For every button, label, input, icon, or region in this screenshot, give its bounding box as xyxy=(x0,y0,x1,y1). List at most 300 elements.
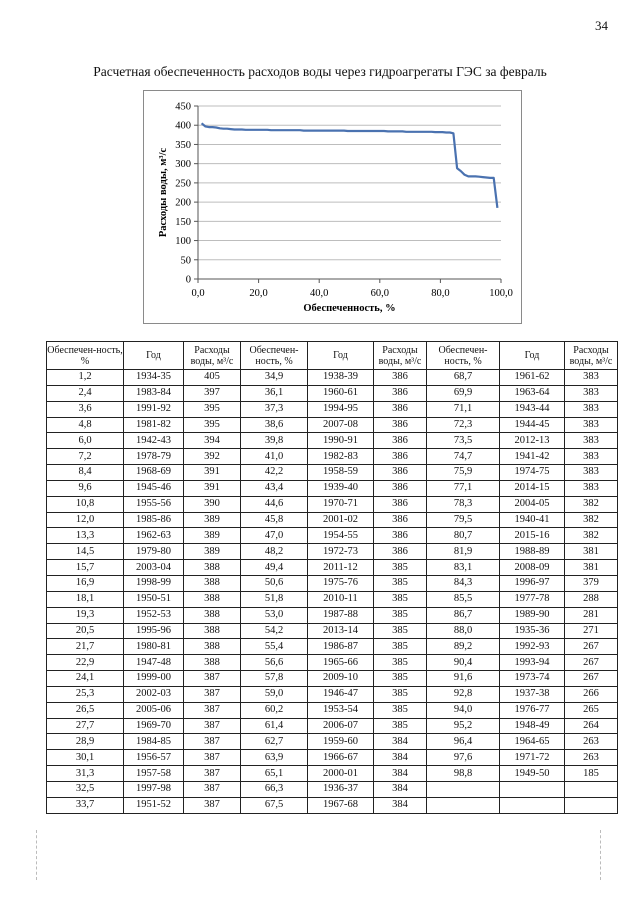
table-cell: 20,5 xyxy=(47,623,124,639)
table-cell: 2011-12 xyxy=(308,560,374,576)
table-cell: 1977-78 xyxy=(500,591,565,607)
table-cell: 1994-95 xyxy=(308,401,374,417)
table-cell: 91,6 xyxy=(427,671,500,687)
table-cell: 387 xyxy=(184,702,241,718)
table-cell: 185 xyxy=(565,766,618,782)
table-cell: 1938-39 xyxy=(308,370,374,386)
table-cell: 384 xyxy=(374,797,427,813)
table-cell: 2008-09 xyxy=(500,560,565,576)
table-cell: 387 xyxy=(184,734,241,750)
table-cell: 281 xyxy=(565,607,618,623)
table-row xyxy=(47,575,618,591)
y-tick-label: 400 xyxy=(175,120,191,132)
table-cell: 81,9 xyxy=(427,544,500,560)
table-row xyxy=(47,623,618,639)
table-cell: 94,0 xyxy=(427,702,500,718)
x-axis-label: Обеспеченность, % xyxy=(303,303,396,314)
table-cell: 53,0 xyxy=(241,607,308,623)
table-cell: 1946-47 xyxy=(308,686,374,702)
table-cell: 385 xyxy=(374,575,427,591)
table-cell: 385 xyxy=(374,671,427,687)
table-row xyxy=(47,528,618,544)
table-cell: 16,9 xyxy=(47,575,124,591)
table-row xyxy=(47,480,618,496)
table-cell: 6,0 xyxy=(47,433,124,449)
table-cell: 1959-60 xyxy=(308,734,374,750)
table-cell: 381 xyxy=(565,544,618,560)
table-cell: 383 xyxy=(565,385,618,401)
table-cell: 1969-70 xyxy=(124,718,184,734)
table-cell: 267 xyxy=(565,639,618,655)
series-line xyxy=(202,123,498,208)
data-table xyxy=(46,341,618,814)
table-header-row xyxy=(47,342,618,370)
table-cell: 2002-03 xyxy=(124,686,184,702)
table-cell: 1971-72 xyxy=(500,750,565,766)
table-cell: 1970-71 xyxy=(308,496,374,512)
y-axis-label: Расходы воды, м³/с xyxy=(158,147,169,238)
table-cell: 1944-45 xyxy=(500,417,565,433)
table-cell: 1999-00 xyxy=(124,671,184,687)
table-cell: 387 xyxy=(184,750,241,766)
table-cell: 68,7 xyxy=(427,370,500,386)
table-cell: 387 xyxy=(184,671,241,687)
table-cell: 1987-88 xyxy=(308,607,374,623)
table-cell: 84,3 xyxy=(427,575,500,591)
table-cell: 1935-36 xyxy=(500,623,565,639)
table-cell: 45,8 xyxy=(241,512,308,528)
table-cell: 13,3 xyxy=(47,528,124,544)
table-row xyxy=(47,401,618,417)
table-cell: 389 xyxy=(184,528,241,544)
table-cell: 394 xyxy=(184,433,241,449)
table-cell: 388 xyxy=(184,575,241,591)
table-cell: 15,7 xyxy=(47,560,124,576)
table-cell: 62,7 xyxy=(241,734,308,750)
table-cell: 83,1 xyxy=(427,560,500,576)
table-cell: 1979-80 xyxy=(124,544,184,560)
table-cell: 33,7 xyxy=(47,797,124,813)
x-tick-label: 0,0 xyxy=(191,288,205,299)
table-cell: 74,7 xyxy=(427,449,500,465)
table-cell: 60,2 xyxy=(241,702,308,718)
x-tick-label: 80,0 xyxy=(431,288,450,299)
table-cell xyxy=(427,781,500,797)
table-cell: 90,4 xyxy=(427,655,500,671)
table-cell: 383 xyxy=(565,449,618,465)
table-row xyxy=(47,417,618,433)
margin-line-right xyxy=(600,830,602,880)
table-cell: 26,5 xyxy=(47,702,124,718)
table-cell: 56,6 xyxy=(241,655,308,671)
table-cell: 386 xyxy=(374,528,427,544)
table-cell: 55,4 xyxy=(241,639,308,655)
table-cell: 263 xyxy=(565,750,618,766)
table-header-cell: Расходы воды, м³/с xyxy=(374,342,427,370)
table-cell: 395 xyxy=(184,401,241,417)
table-cell: 18,1 xyxy=(47,591,124,607)
table-cell: 69,9 xyxy=(427,385,500,401)
table-row xyxy=(47,544,618,560)
table-cell: 95,2 xyxy=(427,718,500,734)
table-cell: 1936-37 xyxy=(308,781,374,797)
page-title: Расчетная обеспеченность расходов воды через гидроагрегаты ГЭС за февраль xyxy=(93,64,547,79)
table-cell: 1955-56 xyxy=(124,496,184,512)
table-cell: 1960-61 xyxy=(308,385,374,401)
table-cell: 88,0 xyxy=(427,623,500,639)
table-cell: 265 xyxy=(565,702,618,718)
table-cell: 382 xyxy=(565,528,618,544)
table-cell: 47,0 xyxy=(241,528,308,544)
table-row xyxy=(47,766,618,782)
table-cell: 50,6 xyxy=(241,575,308,591)
table-cell: 263 xyxy=(565,734,618,750)
table-cell: 386 xyxy=(374,370,427,386)
table-row xyxy=(47,496,618,512)
table-cell: 1952-53 xyxy=(124,607,184,623)
y-tick-label: 100 xyxy=(175,236,191,248)
table-cell: 267 xyxy=(565,671,618,687)
table-cell: 1937-38 xyxy=(500,686,565,702)
table-cell: 1965-66 xyxy=(308,655,374,671)
table-header-cell: Год xyxy=(124,342,184,370)
table-cell: 37,3 xyxy=(241,401,308,417)
table-cell: 383 xyxy=(565,465,618,481)
table-cell: 1983-84 xyxy=(124,385,184,401)
table-cell: 1943-44 xyxy=(500,401,565,417)
table-cell: 2007-08 xyxy=(308,417,374,433)
table-cell: 385 xyxy=(374,702,427,718)
table-cell: 65,1 xyxy=(241,766,308,782)
table-row xyxy=(47,449,618,465)
table-cell: 1939-40 xyxy=(308,480,374,496)
table-cell: 63,9 xyxy=(241,750,308,766)
table-cell: 1958-59 xyxy=(308,465,374,481)
table-cell: 1947-48 xyxy=(124,655,184,671)
table-cell: 1968-69 xyxy=(124,465,184,481)
chart xyxy=(144,91,523,325)
table-cell: 1966-67 xyxy=(308,750,374,766)
table-cell: 10,8 xyxy=(47,496,124,512)
table-cell: 397 xyxy=(184,385,241,401)
table-cell xyxy=(500,797,565,813)
table-body xyxy=(47,370,618,814)
table-cell: 386 xyxy=(374,480,427,496)
table-cell: 21,7 xyxy=(47,639,124,655)
table-cell: 3,6 xyxy=(47,401,124,417)
table-header-cell: Расходы воды, м³/с xyxy=(565,342,618,370)
table-header-cell: Год xyxy=(500,342,565,370)
table-cell: 383 xyxy=(565,417,618,433)
table-row xyxy=(47,702,618,718)
table-cell xyxy=(565,781,618,797)
x-tick-label: 60,0 xyxy=(370,288,389,299)
table-cell: 75,9 xyxy=(427,465,500,481)
table-cell: 44,6 xyxy=(241,496,308,512)
table-cell: 264 xyxy=(565,718,618,734)
table-cell: 384 xyxy=(374,766,427,782)
table-header-cell: Расходы воды, м³/с xyxy=(184,342,241,370)
table-cell: 1984-85 xyxy=(124,734,184,750)
table-cell: 386 xyxy=(374,401,427,417)
table-cell: 1978-79 xyxy=(124,449,184,465)
table-cell: 30,1 xyxy=(47,750,124,766)
table-cell: 49,4 xyxy=(241,560,308,576)
table-cell: 383 xyxy=(565,401,618,417)
table-cell: 389 xyxy=(184,512,241,528)
table-cell: 383 xyxy=(565,433,618,449)
table-cell: 2012-13 xyxy=(500,433,565,449)
table-cell: 1996-97 xyxy=(500,575,565,591)
y-tick-label: 0 xyxy=(185,274,191,286)
table-cell: 391 xyxy=(184,480,241,496)
table-cell: 1991-92 xyxy=(124,401,184,417)
table-cell: 382 xyxy=(565,496,618,512)
table-cell: 61,4 xyxy=(241,718,308,734)
table-header-cell: Обеспечен-ность, % xyxy=(427,342,500,370)
table-cell: 1945-46 xyxy=(124,480,184,496)
table-cell: 85,5 xyxy=(427,591,500,607)
table-cell: 395 xyxy=(184,417,241,433)
table-cell: 385 xyxy=(374,686,427,702)
table-cell: 1949-50 xyxy=(500,766,565,782)
table-cell: 1951-52 xyxy=(124,797,184,813)
table-cell: 387 xyxy=(184,766,241,782)
table-cell: 2005-06 xyxy=(124,702,184,718)
table-cell: 25,3 xyxy=(47,686,124,702)
table-cell: 1990-91 xyxy=(308,433,374,449)
table-cell: 384 xyxy=(374,734,427,750)
table-cell: 381 xyxy=(565,560,618,576)
table-cell: 1934-35 xyxy=(124,370,184,386)
table-cell: 388 xyxy=(184,607,241,623)
table-row xyxy=(47,671,618,687)
table-cell: 1981-82 xyxy=(124,417,184,433)
table-cell: 387 xyxy=(184,797,241,813)
table-cell: 32,5 xyxy=(47,781,124,797)
table-cell: 1940-41 xyxy=(500,512,565,528)
table-cell: 388 xyxy=(184,591,241,607)
table-cell: 22,9 xyxy=(47,655,124,671)
table-cell: 1953-54 xyxy=(308,702,374,718)
table-cell: 388 xyxy=(184,655,241,671)
table-cell: 24,1 xyxy=(47,671,124,687)
table-cell: 405 xyxy=(184,370,241,386)
table-cell: 266 xyxy=(565,686,618,702)
chart-frame xyxy=(143,90,522,324)
table-cell: 385 xyxy=(374,655,427,671)
table-row xyxy=(47,734,618,750)
table-cell: 1988-89 xyxy=(500,544,565,560)
table-cell: 391 xyxy=(184,465,241,481)
table-cell: 97,6 xyxy=(427,750,500,766)
table-cell: 1989-90 xyxy=(500,607,565,623)
table-cell: 27,7 xyxy=(47,718,124,734)
table-cell: 1948-49 xyxy=(500,718,565,734)
table-cell: 388 xyxy=(184,639,241,655)
table-cell: 67,5 xyxy=(241,797,308,813)
y-tick-label: 250 xyxy=(175,178,191,190)
table-cell: 1967-68 xyxy=(308,797,374,813)
table-cell: 28,9 xyxy=(47,734,124,750)
table-cell: 2009-10 xyxy=(308,671,374,687)
x-tick-label: 40,0 xyxy=(310,288,329,299)
table-cell: 384 xyxy=(374,750,427,766)
table-cell: 1985-86 xyxy=(124,512,184,528)
table-cell: 379 xyxy=(565,575,618,591)
x-tick-label: 100,0 xyxy=(489,288,513,299)
table-cell: 385 xyxy=(374,591,427,607)
table-row xyxy=(47,591,618,607)
table-cell xyxy=(427,797,500,813)
table-cell: 14,5 xyxy=(47,544,124,560)
table-cell: 1957-58 xyxy=(124,766,184,782)
table-cell: 31,3 xyxy=(47,766,124,782)
table-cell: 34,9 xyxy=(241,370,308,386)
table-header-cell: Обеспечен-ность, % xyxy=(47,342,124,370)
table-cell: 383 xyxy=(565,370,618,386)
table-cell: 38,6 xyxy=(241,417,308,433)
page-number: 34 xyxy=(595,18,608,33)
table-cell: 1974-75 xyxy=(500,465,565,481)
table-cell: 386 xyxy=(374,465,427,481)
table-cell: 89,2 xyxy=(427,639,500,655)
table-cell: 43,4 xyxy=(241,480,308,496)
table-cell: 8,4 xyxy=(47,465,124,481)
table-cell: 383 xyxy=(565,480,618,496)
table-cell: 1941-42 xyxy=(500,449,565,465)
table-cell: 96,4 xyxy=(427,734,500,750)
table-row xyxy=(47,433,618,449)
table-cell: 387 xyxy=(184,718,241,734)
table-row xyxy=(47,781,618,797)
table-cell: 36,1 xyxy=(241,385,308,401)
table-cell: 1956-57 xyxy=(124,750,184,766)
table-cell: 1976-77 xyxy=(500,702,565,718)
table-cell: 2006-07 xyxy=(308,718,374,734)
table-row xyxy=(47,750,618,766)
table-cell: 386 xyxy=(374,385,427,401)
table-cell: 387 xyxy=(184,781,241,797)
table-cell: 2010-11 xyxy=(308,591,374,607)
table-cell: 80,7 xyxy=(427,528,500,544)
table-cell: 1962-63 xyxy=(124,528,184,544)
table-header-cell: Обеспечен-ность, % xyxy=(241,342,308,370)
table-row xyxy=(47,607,618,623)
table-cell: 71,1 xyxy=(427,401,500,417)
table-cell: 42,2 xyxy=(241,465,308,481)
table-cell: 267 xyxy=(565,655,618,671)
table-cell: 384 xyxy=(374,781,427,797)
table-cell: 2014-15 xyxy=(500,480,565,496)
table-cell: 1963-64 xyxy=(500,385,565,401)
table-cell: 382 xyxy=(565,512,618,528)
y-tick-label: 200 xyxy=(175,197,191,209)
table-row xyxy=(47,385,618,401)
table-header-cell: Год xyxy=(308,342,374,370)
table-row xyxy=(47,797,618,813)
table-cell: 2001-02 xyxy=(308,512,374,528)
table-cell: 1961-62 xyxy=(500,370,565,386)
table-cell: 92,8 xyxy=(427,686,500,702)
table-cell: 78,3 xyxy=(427,496,500,512)
table-cell: 86,7 xyxy=(427,607,500,623)
table-cell: 41,0 xyxy=(241,449,308,465)
table-cell: 386 xyxy=(374,544,427,560)
table-cell: 385 xyxy=(374,607,427,623)
table-cell: 389 xyxy=(184,544,241,560)
table-cell: 385 xyxy=(374,560,427,576)
table-cell: 51,8 xyxy=(241,591,308,607)
table-cell: 72,3 xyxy=(427,417,500,433)
table-cell: 57,8 xyxy=(241,671,308,687)
table-cell: 39,8 xyxy=(241,433,308,449)
table-cell: 385 xyxy=(374,639,427,655)
table-row xyxy=(47,465,618,481)
table-cell: 1982-83 xyxy=(308,449,374,465)
table-cell: 1950-51 xyxy=(124,591,184,607)
table-cell: 66,3 xyxy=(241,781,308,797)
table-cell: 388 xyxy=(184,623,241,639)
table-cell: 386 xyxy=(374,512,427,528)
table-cell xyxy=(565,797,618,813)
table-cell: 59,0 xyxy=(241,686,308,702)
table-cell: 1972-73 xyxy=(308,544,374,560)
table-cell: 79,5 xyxy=(427,512,500,528)
table-row xyxy=(47,370,618,386)
table-cell: 7,2 xyxy=(47,449,124,465)
table-cell: 1942-43 xyxy=(124,433,184,449)
table-row xyxy=(47,718,618,734)
table-cell: 4,8 xyxy=(47,417,124,433)
table-cell: 1993-94 xyxy=(500,655,565,671)
table-cell: 388 xyxy=(184,560,241,576)
table-cell: 386 xyxy=(374,417,427,433)
table-cell: 1997-98 xyxy=(124,781,184,797)
table-cell: 1964-65 xyxy=(500,734,565,750)
table-cell: 385 xyxy=(374,718,427,734)
x-tick-label: 20,0 xyxy=(249,288,268,299)
table-row xyxy=(47,686,618,702)
y-tick-label: 450 xyxy=(175,101,191,113)
table-cell: 1995-96 xyxy=(124,623,184,639)
table-cell: 2013-14 xyxy=(308,623,374,639)
table-cell: 98,8 xyxy=(427,766,500,782)
table-cell: 73,5 xyxy=(427,433,500,449)
y-tick-label: 350 xyxy=(175,139,191,151)
table-cell: 2004-05 xyxy=(500,496,565,512)
table-cell xyxy=(500,781,565,797)
table-cell: 9,6 xyxy=(47,480,124,496)
table-cell: 77,1 xyxy=(427,480,500,496)
table-row xyxy=(47,512,618,528)
table-cell: 1992-93 xyxy=(500,639,565,655)
margin-line-left xyxy=(36,830,38,880)
table-cell: 54,2 xyxy=(241,623,308,639)
table-cell: 2015-16 xyxy=(500,528,565,544)
y-tick-label: 300 xyxy=(175,159,191,171)
y-tick-label: 150 xyxy=(175,216,191,228)
table-cell: 48,2 xyxy=(241,544,308,560)
table-cell: 271 xyxy=(565,623,618,639)
table-cell: 1,2 xyxy=(47,370,124,386)
table-cell: 1975-76 xyxy=(308,575,374,591)
y-tick-label: 50 xyxy=(180,255,191,267)
table-cell: 288 xyxy=(565,591,618,607)
table-cell: 1986-87 xyxy=(308,639,374,655)
table-cell: 2000-01 xyxy=(308,766,374,782)
table-row xyxy=(47,639,618,655)
